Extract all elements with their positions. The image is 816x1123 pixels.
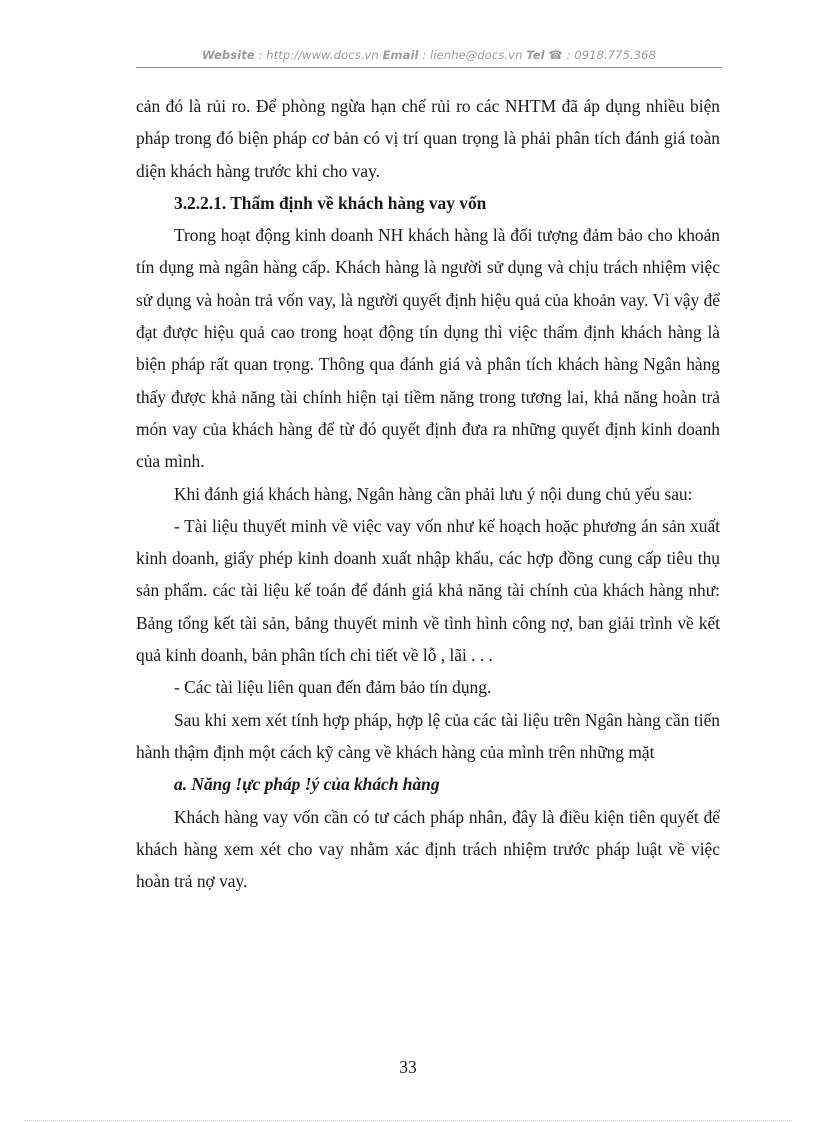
- subsection-heading: a. Năng !ực pháp !ý của khách hàng: [174, 774, 440, 795]
- section-heading: 3.2.2.1. Thẩm định về khách hàng vay vốn: [174, 192, 487, 213]
- document-body: [136, 90, 720, 897]
- paragraph-continuation: cản đó là rủi ro. Để phòng ngừa hạn chế rủi ro các NHTM đã áp dụng nhiều biện pháp trong đó biện pháp cơ bản có vị trí quan trọng là phải phân tích đánh giá toàn diện khách hàng trước khi cho vay.: [136, 96, 720, 181]
- website-label: Website: [201, 48, 255, 62]
- list-item-documents: - Tài liệu thuyết minh về việc vay vốn như kế hoạch hoặc phương án sản xuất kinh doanh, giấy phép kinh doanh xuất nhập khẩu, các hợp đồng cung cấp tiêu thụ sản phẩm. các tài liệu kế toán để đánh giá khả năng tài chính của khách hàng như: Bảng tổng kết tài sản, bảng thuyết minh về tình hình công nợ, ban giải trình về kết quả kinh doanh, bản phân tích chi tiết về lỗ , lãi . . .: [136, 515, 720, 666]
- paragraph-legal-capacity: Khách hàng vay vốn cần có tư cách pháp nhân, đây là điều kiện tiên quyết để khách hàng xem xét cho vay nhằm xác định trách nhiệm trước pháp luật về việc hoàn trả nợ vay.: [136, 806, 720, 892]
- paragraph-intro: Trong hoạt động kinh doanh NH khách hàng là đối tượng đảm bảo cho khoản tín dụng mà ngân hàng cấp. Khách hàng là người sử dụng và chịu trách nhiệm việc sử dụng và hoàn trả vốn vay, là người quyết định hiệu quả của khoản vay. Vì vậy để đạt được hiệu quả cao trong hoạt động tín dụng thì việc thẩm định khách hàng là biện pháp rất quan trọng. Thông qua đánh giá và phân tích khách hàng Ngân hàng thấy được khả năng tài chính hiện tại tiềm năng trong tương lai, khả năng hoàn trả món vay của khách hàng để từ đó quyết định đưa ra những quyết định kinh doanh của mình.: [136, 225, 720, 472]
- page-number: 33: [399, 1057, 417, 1077]
- email-address: : lienhe@docs.vn: [422, 48, 523, 62]
- header-divider: [136, 67, 722, 68]
- email-label: Email: [382, 48, 419, 62]
- paragraph-review: Sau khi xem xét tính hợp pháp, hợp lệ của các tài liệu trên Ngân hàng cần tiến hành thậm định một cách kỹ càng về khách hàng của mình trên những mặt: [136, 709, 720, 762]
- tel-label: Tel: [526, 48, 545, 62]
- phone-number: ☎ : 0918.775.368: [548, 48, 657, 62]
- page-bottom-divider: [24, 1120, 792, 1121]
- page-header: [138, 48, 720, 66]
- website-url: : http://www.docs.vn: [258, 48, 379, 62]
- list-item-guarantee: - Các tài liệu liên quan đến đảm bảo tín dụng.: [174, 677, 492, 698]
- paragraph-requirements: Khi đánh giá khách hàng, Ngân hàng cần phải lưu ý nội dung chủ yếu sau:: [174, 483, 693, 504]
